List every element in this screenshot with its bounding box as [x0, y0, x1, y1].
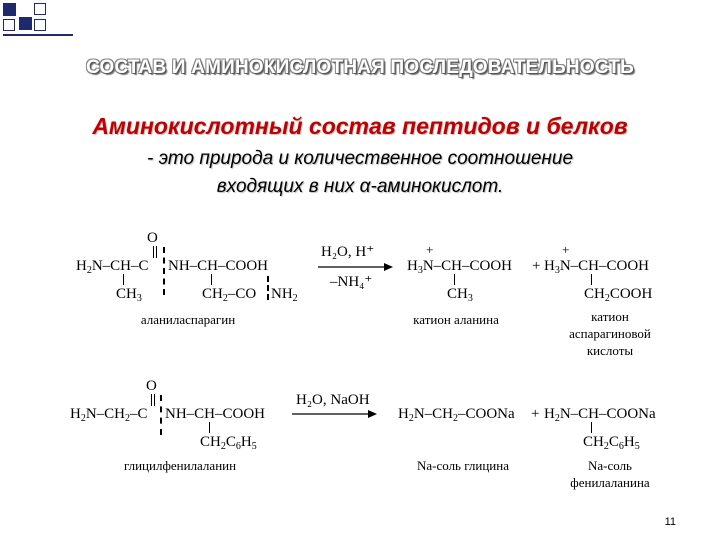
reaction2-product1-name: Na-соль глицина: [416, 458, 509, 473]
decor-square-4: [3, 19, 15, 31]
reaction1-conditions-below: –NH₄⁺: [330, 274, 373, 290]
decor-square-5: [34, 19, 46, 31]
reaction2-plus-sign: +: [531, 406, 540, 422]
description-line-1: - это природа и количественное соотношение: [146, 148, 574, 169]
page-number: 11: [664, 516, 676, 528]
reaction1-arrow-icon: [318, 262, 394, 272]
decor-line: [3, 34, 73, 36]
reaction1-product2-name-line3: кислоты: [586, 343, 634, 358]
description-line-2: входящих в них α-аминокислот.: [216, 176, 504, 197]
decor-square-2: [19, 17, 32, 30]
reaction1-reactant-name: аланиласпарагин: [140, 312, 236, 327]
reaction2-reactant-name: глицилфенилаланин: [123, 458, 237, 473]
reaction1-conditions-above: H₂O, H⁺: [321, 244, 375, 260]
reaction1-product1-name: катион аланина: [413, 312, 499, 327]
reaction2-product2-name-line1: Na-соль: [587, 458, 632, 473]
reaction2-conditions: H₂O, NaOH: [296, 392, 370, 408]
reaction2-arrow-icon: [292, 409, 378, 419]
slide-title: СОСТАВ И АМИНОКИСЛОТНАЯ ПОСЛЕДОВАТЕЛЬНОСТЬ: [86, 57, 634, 78]
reaction1-plus-sign: +: [532, 258, 541, 274]
reaction1-product2-name-line2: аспарагиновой: [569, 326, 651, 341]
slide-subtitle: Аминокислотный состав пептидов и белков: [92, 113, 628, 139]
reaction1-product2-name-line1: катион: [591, 309, 629, 324]
decor-square-1: [3, 3, 16, 16]
reaction2-product2-name-line2: фенилаланина: [570, 475, 650, 490]
decor-square-3: [34, 3, 46, 15]
